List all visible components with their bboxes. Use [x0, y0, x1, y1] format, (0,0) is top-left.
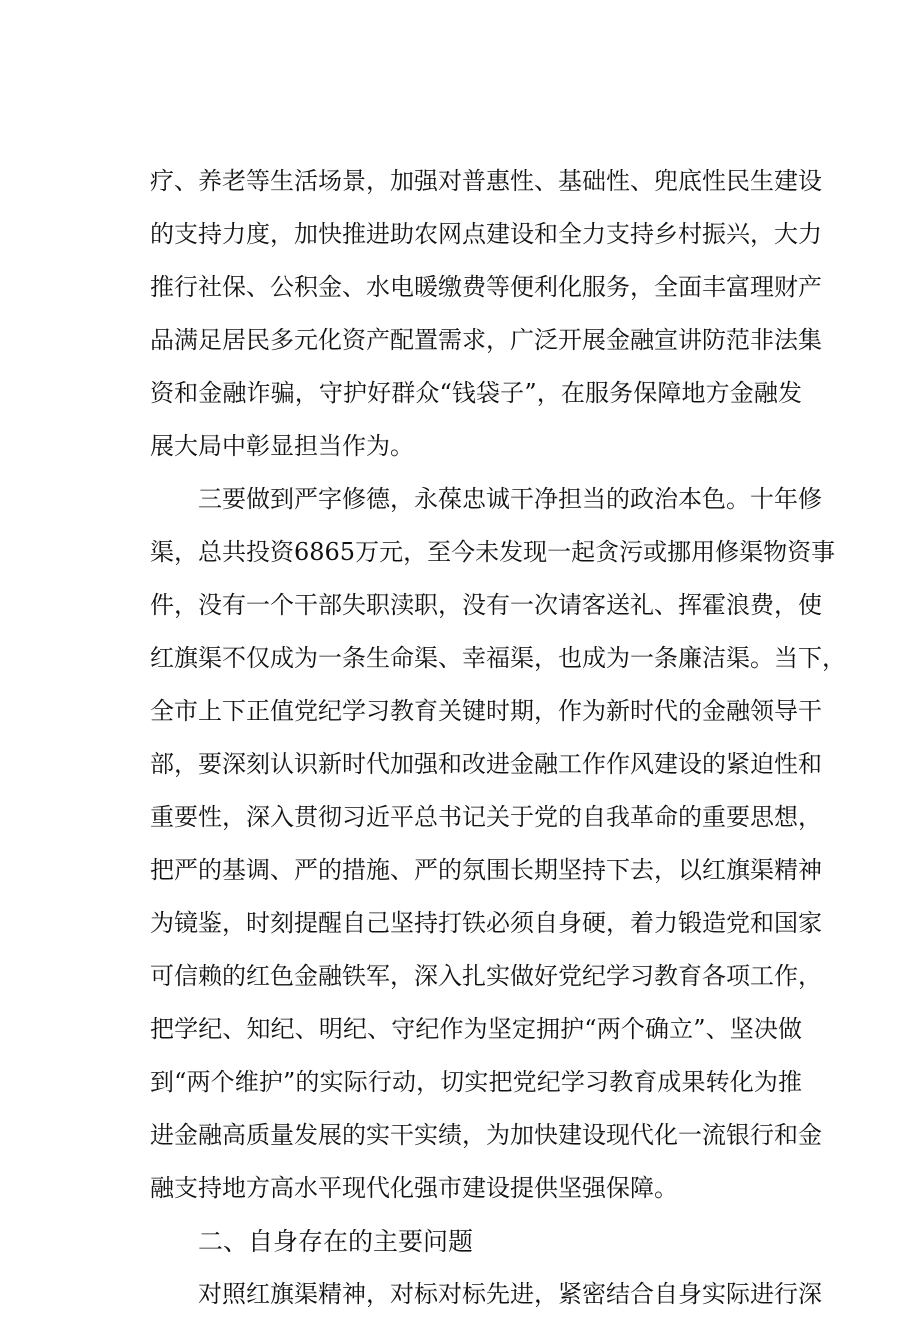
text-line: 展大局中彰显担当作为。 — [150, 432, 414, 460]
text-line: 红旗渠不仅成为一条生命渠、幸福渠，也成为一条廉洁渠。当下， — [150, 644, 846, 672]
text-line: 重要性，深入贯彻习近平总书记关于党的自我革命的重要思想， — [150, 803, 822, 831]
text-line: 推行社保、公积金、水电暖缴费等便利化服务，全面丰富理财产 — [150, 273, 822, 301]
section-heading: 二、自身存在的主要问题 — [198, 1227, 474, 1256]
text-line: 把严的基调、严的措施、严的氛围长期坚持下去，以红旗渠精神 — [150, 856, 822, 884]
text-line: 的支持力度，加快推进助农网点建设和全力支持乡村振兴，大力 — [150, 220, 822, 248]
paragraph-2 — [150, 473, 846, 1215]
text-line: 渠，总共投资6865万元，至今未发现一起贪污或挪用修渠物资事 — [150, 538, 836, 566]
text-line: 为镜鉴，时刻提醒自己坚持打铁必须自身硬，着力锻造党和国家 — [150, 909, 822, 937]
text-line: 进金融高质量发展的实干实绩，为加快建设现代化一流银行和金 — [150, 1121, 822, 1149]
text-line: 资和金融诈骗，守护好群众“钱袋子”，在服务保障地方金融发 — [150, 379, 802, 407]
text-line: 部，要深刻认识新时代加强和改进金融工作作风建设的紧迫性和 — [150, 750, 822, 778]
paragraph-3 — [150, 1268, 822, 1321]
paragraph-1 — [150, 155, 822, 473]
text-line: 到“两个维护”的实际行动，切实把党纪学习教育成果转化为推 — [150, 1068, 802, 1096]
text-line: 把学纪、知纪、明纪、守纪作为坚定拥护“两个确立”、坚决做 — [150, 1015, 802, 1043]
text-line: 三要做到严字修德，永葆忠诚干净担当的政治本色。十年修 — [198, 485, 822, 513]
text-line: 疗、养老等生活场景，加强对普惠性、基础性、兜底性民生建设 — [150, 167, 822, 195]
text-line: 对照红旗渠精神，对标对标先进，紧密结合自身实际进行深 — [198, 1280, 822, 1308]
text-line: 全市上下正值党纪学习教育关键时期，作为新时代的金融领导干 — [150, 697, 822, 725]
document-body — [150, 155, 846, 1321]
text-line: 可信赖的红色金融铁军，深入扎实做好党纪学习教育各项工作， — [150, 962, 822, 990]
text-line: 件，没有一个干部失职渎职，没有一次请客送礼、挥霍浪费，使 — [150, 591, 822, 619]
text-line: 品满足居民多元化资产配置需求，广泛开展金融宣讲防范非法集 — [150, 326, 822, 354]
text-line: 融支持地方高水平现代化强市建设提供坚强保障。 — [150, 1174, 678, 1202]
